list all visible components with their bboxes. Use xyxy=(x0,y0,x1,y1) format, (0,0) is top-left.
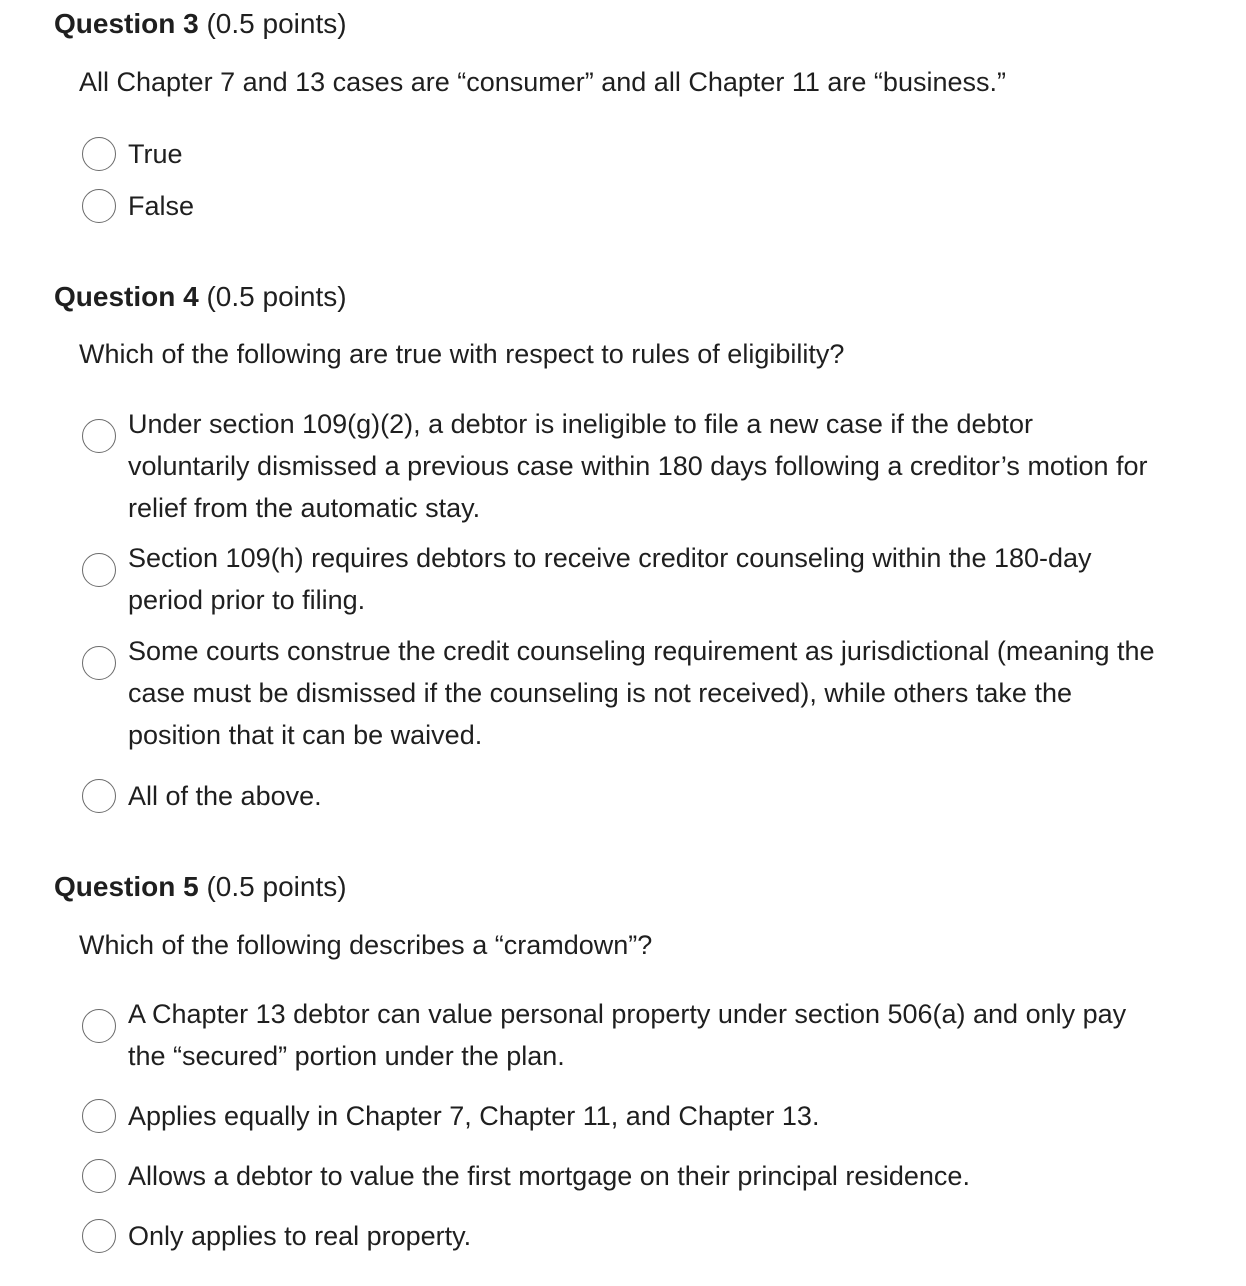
question-prompt: Which of the following describes a “cramdown”? xyxy=(79,930,653,960)
question-header xyxy=(54,8,347,40)
option-label[interactable]: Some courts construe the credit counseling requirement as jurisdictional (meaning the case must be dismissed if the counseling is not received), while others take the position that it can be waived. xyxy=(128,636,1155,750)
question-prompt: Which of the following are true with respect to rules of eligibility? xyxy=(79,339,845,369)
option-label[interactable]: All of the above. xyxy=(128,781,322,811)
option-label[interactable]: True xyxy=(128,139,183,169)
question-header xyxy=(54,281,347,313)
question-points: (0.5 points) xyxy=(206,8,347,39)
option-label[interactable]: False xyxy=(128,191,195,221)
option-label[interactable]: Only applies to real property. xyxy=(128,1221,472,1251)
radio-button[interactable] xyxy=(82,189,116,223)
question-points: (0.5 points) xyxy=(206,281,347,312)
question-number: Question 3 xyxy=(54,8,199,39)
option-label[interactable]: Allows a debtor to value the first mortgage on their principal residence. xyxy=(128,1161,970,1191)
radio-button[interactable] xyxy=(82,779,116,813)
option-label[interactable]: A Chapter 13 debtor can value personal property under section 506(a) and only pay the “secured” portion under the plan. xyxy=(128,999,1127,1071)
radio-button[interactable] xyxy=(82,137,116,171)
question-number: Question 5 xyxy=(54,871,199,902)
question-points: (0.5 points) xyxy=(206,871,347,902)
radio-button[interactable] xyxy=(82,1099,116,1133)
radio-button[interactable] xyxy=(82,553,116,587)
radio-button[interactable] xyxy=(82,646,116,680)
radio-button[interactable] xyxy=(82,1159,116,1193)
option-label[interactable]: Section 109(h) requires debtors to receive creditor counseling within the 180-day period prior to filing. xyxy=(128,543,1092,615)
question-header xyxy=(54,871,347,903)
question-prompt: All Chapter 7 and 13 cases are “consumer” and all Chapter 11 are “business.” xyxy=(79,67,1006,97)
radio-button[interactable] xyxy=(82,1219,116,1253)
option-label[interactable]: Under section 109(g)(2), a debtor is ineligible to file a new case if the debtor voluntarily dismissed a previous case within 180 days following a creditor’s motion for relief from the automatic stay. xyxy=(128,409,1148,523)
radio-button[interactable] xyxy=(82,1009,116,1043)
radio-button[interactable] xyxy=(82,419,116,453)
option-label[interactable]: Applies equally in Chapter 7, Chapter 11, and Chapter 13. xyxy=(128,1101,820,1131)
question-number: Question 4 xyxy=(54,281,199,312)
